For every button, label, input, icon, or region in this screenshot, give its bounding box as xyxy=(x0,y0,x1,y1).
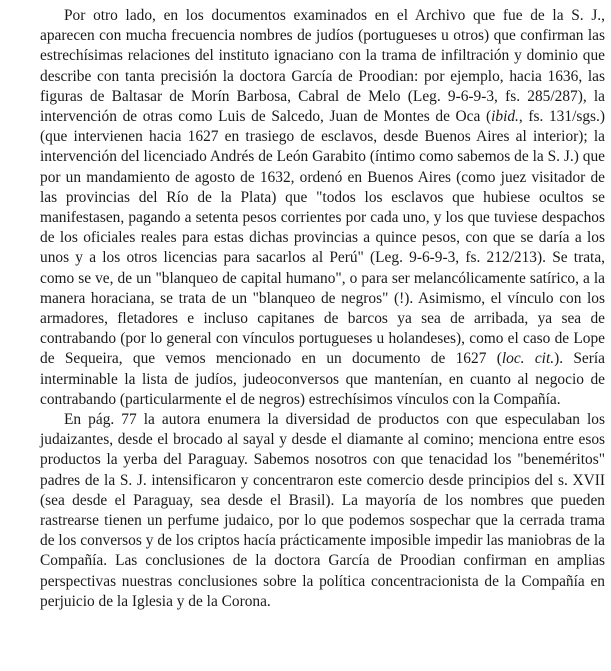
body-paragraph-2 xyxy=(40,410,605,612)
body-paragraph-1 xyxy=(40,6,605,410)
paragraph-2-text: En pág. 77 la autora enumera la diversidad de productos con que especulaban los judaizantes, desde el brocado al sayal y desde el diamante al comino; menciona entre esos productos la yerba del Paraguay. Sabemos nosotros con que tenacidad los "beneméritos" padres de la S. J. intensificaron y concentraron este comercio desde principios del s. XVII (sea desde el Paraguay, sea desde el Brasil). La mayoría de los nombres que pueden rastrearse tienen un perfume judaico, por lo que podemos sospechar que la cerrada trama de los conversos y de los criptos hacía prácticamente imposible impedir las maniobras de la Compañía. Las conclusiones de la doctora García de Proodian confirman en amplias perspectivas nuestras conclusiones sobre la política concentracionista de la Compañía en perjuicio de la Iglesia y de la Corona. xyxy=(40,411,605,610)
paragraph-1-text-end: ). Sería interminable la lista de judíos, judeoconversos que mantenían, en cuanto al negocio de contrabando (particularmente el de negros) estrechísimos vínculos con la Compañía. xyxy=(40,350,606,408)
loc-cit-citation: loc. cit. xyxy=(501,350,555,368)
ibid-citation: ibid. xyxy=(491,108,519,126)
paragraph-1-text-continued: , fs. 131/sgs.) (que intervienen hacia 1627 en trasiego de esclavos, desde Buenos Aires al interior); la intervención del licenciado Andrés de León Garabito (íntimo como sabemos de la S. J.) que por un mandamiento de agosto de 1632, ordenó en Buenos Aires (como juez visitador de las provincias del Río de la Plata) que "todos los esclavos que hubiese ocultos se manifestasen, pagando a setenta pesos corrientes por cada uno, y los que tuviese despachos de los oficiales reales para estas dichas provincias a quince pesos, con que se daría a los unos y a los otros licencias para sacarlos al Perú" (Leg. 9-6-9-3, fs. 212/213). Se trata, como se ve, de un "blanqueo de capital humano", o para ser melancólicamente satírico, a la manera horaciana, se trata de un "blanqueo de negros" (!). Asimismo, el vínculo con los armadores, fletadores e incluso capitanes de barcos ya sea de arribada, ya sea de contrabando (por lo general con vínculos portugueses u holandeses), como el caso de Lope de Sequeira, que vemos mencionado en un documento de 1627 ( xyxy=(40,108,605,368)
paragraph-1-text: Por otro lado, en los documentos examinados en el Archivo que fue de la S. J., aparecen con mucha frecuencia nombres de judíos (portugueses u otros) que confirman las estrechísimas relaciones del instituto ignaciano con la trama de infiltración y dominio que describe con tanta precisión la doctora García de Proodian: por ejemplo, hacia 1636, las figuras de Baltasar de Morín Barbosa, Cabral de Melo (Leg. 9-6-9-3, fs. 285/287), la intervención de otras como Luis de Salcedo, Juan de Montes de Oca ( xyxy=(40,7,605,126)
document-page xyxy=(40,6,605,612)
